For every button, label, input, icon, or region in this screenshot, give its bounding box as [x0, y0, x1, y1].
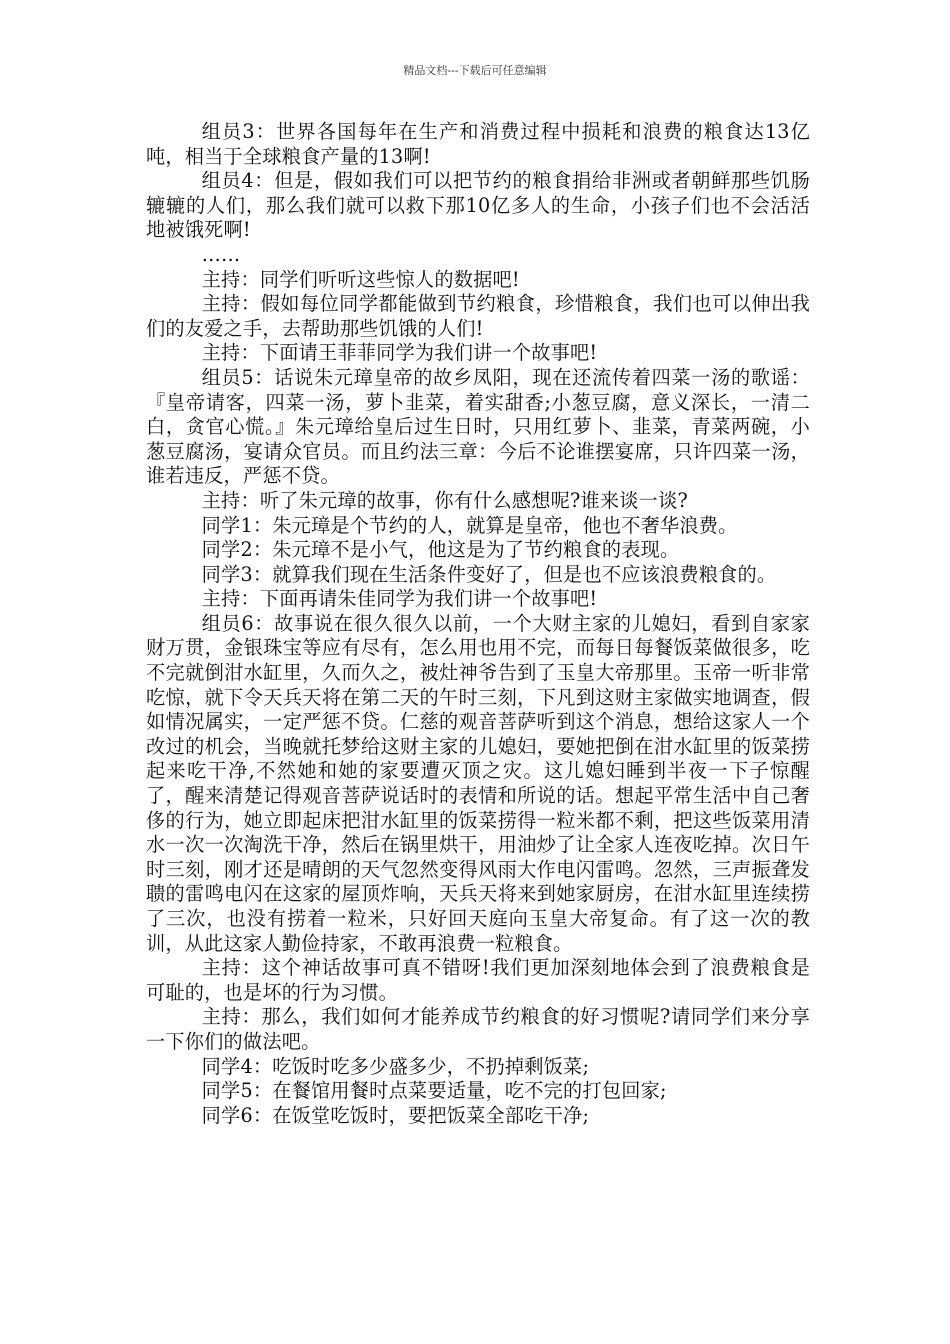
page-header: 精品文档---下载后可任意编辑: [403, 64, 547, 77]
paragraph-student3: 同学3：就算我们现在生活条件变好了，但是也不应该浪费粮食的。: [201, 562, 777, 586]
document-body: [146, 120, 810, 1128]
paragraph-host-help: 主持：假如每位同学都能做到节约粮食，珍惜粮食，我们也可以伸出我们的友爱之手，去帮助那些饥饿的人们!: [146, 292, 810, 340]
paragraph-host-habit-question: 主持：那么，我们如何才能养成节约粮食的好习惯呢?请同学们来分享一下你们的做法吧。: [146, 1005, 810, 1053]
paragraph-student2: 同学2：朱元璋不是小气，他这是为了节约粮食的表现。: [201, 538, 680, 562]
paragraph-member4: 组员4：但是，假如我们可以把节约的粮食捐给非洲或者朝鲜那些饥肠辘辘的人们，那么我们就可以救下那10亿多人的生命，小孩子们也不会活活地被饿死啊!: [146, 169, 810, 242]
paragraph-host-data: 主持：同学们听听这些惊人的数据吧!: [201, 267, 520, 291]
paragraph-student4: 同学4：吃饭时吃多少盛多少，不扔掉剩饭菜;: [201, 1054, 590, 1078]
paragraph-student6: 同学6：在饭堂吃饭时，要把饭菜全部吃干净;: [201, 1103, 590, 1127]
paragraph-member5-story: 组员5：话说朱元璋皇帝的故乡凤阳，现在还流传着四菜一汤的歌谣：『皇帝请客，四菜一汤，萝卜韭菜，着实甜香;小葱豆腐，意义深长，一清二白，贪官心慌。』朱元璋给皇后过生日时，只用红萝卜、韭菜，青菜两碗，小葱豆腐汤，宴请众官员。而且约法三章：今后不论谁摆宴席，只许四菜一汤，谁若违反，严惩不贷。: [146, 365, 810, 488]
paragraph-host-question: 主持：听了朱元璋的故事，你有什么感想呢?谁来谈一谈?: [201, 488, 688, 512]
paragraph-host-comment: 主持：这个神话故事可真不错呀!我们更加深刻地体会到了浪费粮食是可耻的，也是坏的行为习惯。: [146, 956, 810, 1004]
paragraph-ellipsis: ……: [201, 242, 241, 266]
paragraph-member3: 组员3：世界各国每年在生产和消费过程中损耗和浪费的粮食达13亿吨，相当于全球粮食产量的13啊!: [146, 120, 810, 168]
paragraph-student5: 同学5：在餐馆用餐时点菜要适量，吃不完的打包回家;: [201, 1079, 667, 1103]
paragraph-host-intro-story1: 主持：下面请王菲菲同学为我们讲一个故事吧!: [201, 341, 598, 365]
paragraph-host-intro-story2: 主持：下面再请朱佳同学为我们讲一个故事吧!: [201, 587, 598, 611]
paragraph-student1: 同学1：朱元璋是个节约的人，就算是皇帝，他也不奢华浪费。: [201, 513, 738, 537]
paragraph-member6-story: 组员6：故事说在很久很久以前，一个大财主家的儿媳妇，看到自家家财万贯，金银珠宝等应有尽有，怎么用也用不完，而每日每餐饭菜做很多，吃不完就倒泔水缸里，久而久之，被灶神爷告到了玉皇大帝那里。玉帝一听非常吃惊，就下令天兵天将在第二天的午时三刻，下凡到这财主家做实地调查，假如情况属实，一定严惩不贷。仁慈的观音菩萨听到这个消息，想给这家人一个改过的机会，当晚就托梦给这财主家的儿媳妇，要她把倒在泔水缸里的饭菜捞起来吃干净,不然她和她的家要遭灭顶之灾。这儿媳妇睡到半夜一下子惊醒了，醒来清楚记得观音菩萨说话时的表情和所说的话。想起平常生活中自己奢侈的行为，她立即起床把泔水缸里的饭菜捞得一粒米都不剩，把这些饭菜用清水一次一次淘洗干净，然后在锅里烘干，用油炒了让全家人连夜吃掉。次日午时三刻，刚才还是晴朗的天气忽然变得风雨大作电闪雷鸣。忽然，三声振聋发聩的雷鸣电闪在这家的屋顶炸响，天兵天将来到她家厨房，在泔水缸里连续捞了三次，也没有捞着一粒米，只好回天庭向玉皇大帝复命。有了这一次的教训，从此这家人勤俭持家，不敢再浪费一粒粮食。: [146, 611, 810, 955]
